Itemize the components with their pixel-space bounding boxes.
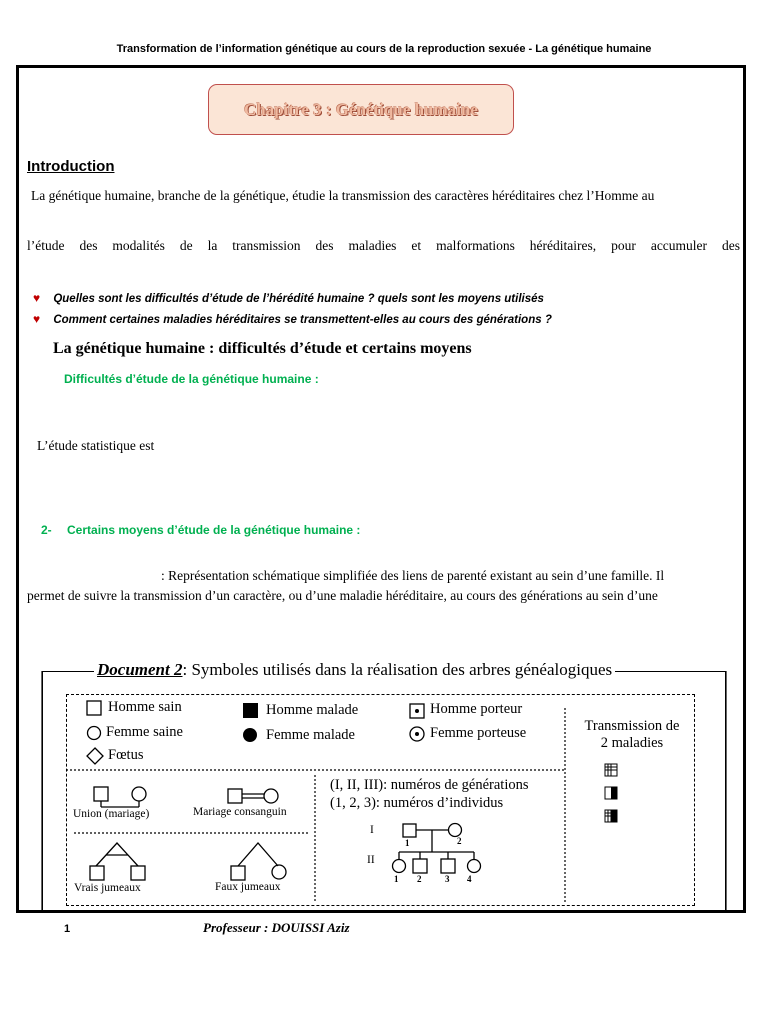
individual-II-1: 1 (394, 874, 399, 884)
transmission-square-2-icon (605, 787, 617, 799)
generation-I-label: I (370, 824, 374, 836)
individual-I-2: 2 (457, 836, 462, 846)
transmission-line-1: Transmission de (584, 718, 680, 734)
individual-I-1: 1 (405, 838, 410, 848)
union-symbol-icon (94, 787, 146, 807)
transmission-line-2: 2 maladies (600, 735, 664, 751)
homme-malade-label: Homme malade (266, 702, 359, 718)
heart-bullet-icon: ♥ (33, 291, 41, 305)
generation-II-label: II (367, 854, 375, 866)
introduction-heading: Introduction (27, 158, 115, 175)
page-number: 1 (64, 923, 71, 935)
subsection-2-number: 2- (41, 523, 52, 537)
homme-sain-square-icon (87, 701, 101, 715)
generations-note: (I, II, III): numéros de générations (330, 777, 529, 793)
individual-II-4: 4 (467, 874, 472, 884)
homme-sain-label: Homme sain (108, 699, 182, 715)
transmission-label (570, 718, 694, 752)
individual-II-3: 3 (445, 874, 450, 884)
transmission-square-1-icon (605, 764, 617, 776)
subsection-2-text: Certains moyens d’étude de la génétique humaine : (67, 523, 361, 537)
femme-saine-circle-icon (88, 727, 101, 740)
foetus-diamond-icon (87, 748, 103, 764)
professor-name: Professeur : DOUISSI Aziz (203, 920, 350, 935)
homme-malade-square-icon (243, 703, 258, 718)
individus-note: (1, 2, 3): numéros d’individus (330, 795, 504, 811)
vrais-jumeaux-symbol-icon (90, 843, 145, 880)
homme-porteur-label: Homme porteur (430, 701, 523, 717)
subsection-1-title: Difficultés d’étude de la génétique humaine : (64, 372, 319, 386)
femme-saine-label: Femme saine (106, 724, 183, 740)
intro-line-1: La génétique humaine, branche de la génétique, étudie la transmission des caractères héréditaires chez l’Homme au (31, 188, 655, 203)
faux-jumeaux-symbol-icon (231, 843, 286, 880)
question-1-text: Quelles sont les difficultés d’étude de l’hérédité humaine ? quels sont les moyens utilisés (53, 293, 544, 305)
heart-bullet-icon: ♥ (33, 312, 41, 326)
femme-malade-circle-icon (243, 728, 257, 742)
definition-line-1: : Représentation schématique simplifiée des liens de parenté existant au sein d’une famille. Il (161, 568, 665, 583)
pedigree-example-icon (393, 824, 481, 874)
vrais-jumeaux-label: Vrais jumeaux (74, 882, 141, 894)
union-label: Union (mariage) (73, 808, 150, 820)
faux-jumeaux-label: Faux jumeaux (215, 881, 281, 893)
definition-line-2: permet de suivre la transmission d’un caractère, ou d’une maladie héréditaire, au cours des générations au sein d’une (27, 588, 658, 603)
transmission-square-3-icon (605, 810, 617, 822)
page-header: Transformation de l’information génétique au cours de la reproduction sexuée - La génétique humaine (116, 43, 652, 55)
consanguin-symbol-icon (228, 789, 278, 803)
chapter-title: Chapitre 3 : Génétique humaine (244, 99, 478, 119)
individual-II-2: 2 (417, 874, 422, 884)
document-title-text: : Symboles utilisés dans la réalisation des arbres généalogiques (182, 660, 613, 679)
intro-line-2: l’étude des modalités de la transmission des maladies et malformations héréditaires, pour accumuler des (27, 238, 740, 253)
mariage-consanguin-label: Mariage consanguin (193, 806, 287, 818)
document-label: Document 2 (97, 660, 183, 679)
question-2-text: Comment certaines maladies héréditaires se transmettent-elles au cours des générations ? (53, 314, 552, 326)
femme-porteuse-label: Femme porteuse (430, 725, 527, 741)
femme-malade-label: Femme malade (266, 727, 355, 743)
section-title: La génétique humaine : difficultés d’étude et certains moyens (53, 340, 472, 357)
statistique-text: L’étude statistique est (37, 438, 155, 453)
foetus-label: Fœtus (108, 747, 144, 763)
